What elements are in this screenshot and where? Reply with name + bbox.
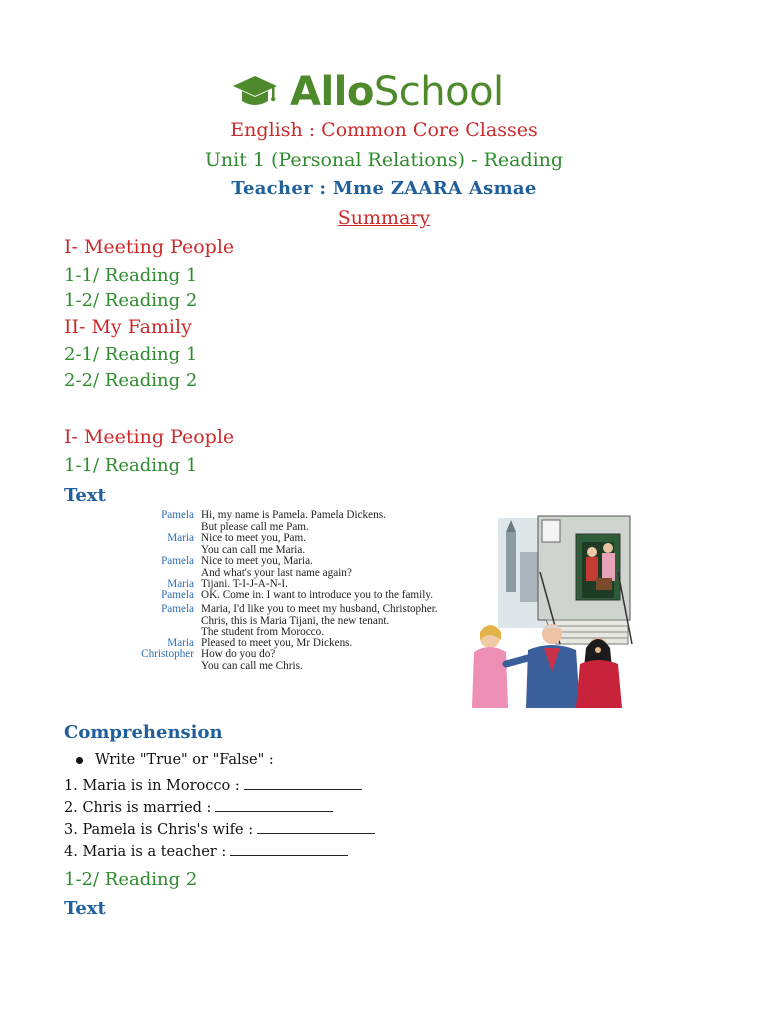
text-label: Text	[64, 485, 106, 506]
summary-item-my-family: II- My Family	[64, 316, 192, 338]
question-item: 1. Maria is in Morocco :	[64, 777, 362, 794]
instruction-text: Write "True" or "False" :	[95, 752, 274, 768]
question-item: 2. Chris is married :	[64, 799, 333, 816]
summary-item-reading-1: 1-1/ Reading 1	[64, 265, 198, 286]
instruction-bullet	[76, 752, 274, 768]
question-item: 4. Maria is a teacher :	[64, 843, 348, 860]
graduation-cap-icon	[232, 72, 278, 112]
comprehension-heading: Comprehension	[64, 722, 223, 743]
question-item: 3. Pamela is Chris's wife :	[64, 821, 375, 838]
reading-2-heading: 1-2/ Reading 2	[64, 869, 198, 890]
summary-item-family-reading-1: 2-1/ Reading 1	[64, 344, 198, 365]
reading-2-text-label: Text	[64, 898, 106, 919]
summary-heading: Summary	[337, 207, 431, 229]
teacher-name: Teacher : Mme ZAARA Asmae	[231, 178, 537, 199]
answer-blank[interactable]	[257, 821, 375, 834]
meeting-illustration	[468, 512, 636, 710]
summary-item-family-reading-2: 2-2/ Reading 2	[64, 370, 198, 391]
logo-text: AlloSchool	[290, 69, 504, 115]
alloschool-logo[interactable]	[232, 68, 504, 116]
summary-item-reading-2: 1-2/ Reading 2	[64, 290, 198, 311]
bullet-dot	[76, 757, 83, 764]
section-title: I- Meeting People	[64, 426, 235, 448]
unit-title: Unit 1 (Personal Relations) - Reading	[204, 149, 564, 171]
summary-item-meeting-people: I- Meeting People	[64, 236, 235, 258]
answer-blank[interactable]	[244, 777, 362, 790]
course-title: English : Common Core Classes	[230, 119, 538, 141]
answer-blank[interactable]	[230, 843, 348, 856]
section-subtitle: 1-1/ Reading 1	[64, 455, 198, 476]
dialogue-image: Pamela Hi, my name is Pamela. Pamela Dickens. But please call me Pam. Maria Nice to meet you, Pam. You can call me Maria. Pamela Nice to meet you, Maria. And what's your last name again? Maria Tijani. T-I-J-A-N-I. Pamela OK. Come in. I want to introduce you to the family. Pamela Maria, I'd like you to meet my husband, Christopher. Chris, this is Maria Tijani, the new tenant. The student from Morocco. Maria Pleased to meet you, Mr Dickens. Christopher How do you do? You can call me Chris.	[141, 509, 438, 672]
answer-blank[interactable]	[215, 799, 333, 812]
